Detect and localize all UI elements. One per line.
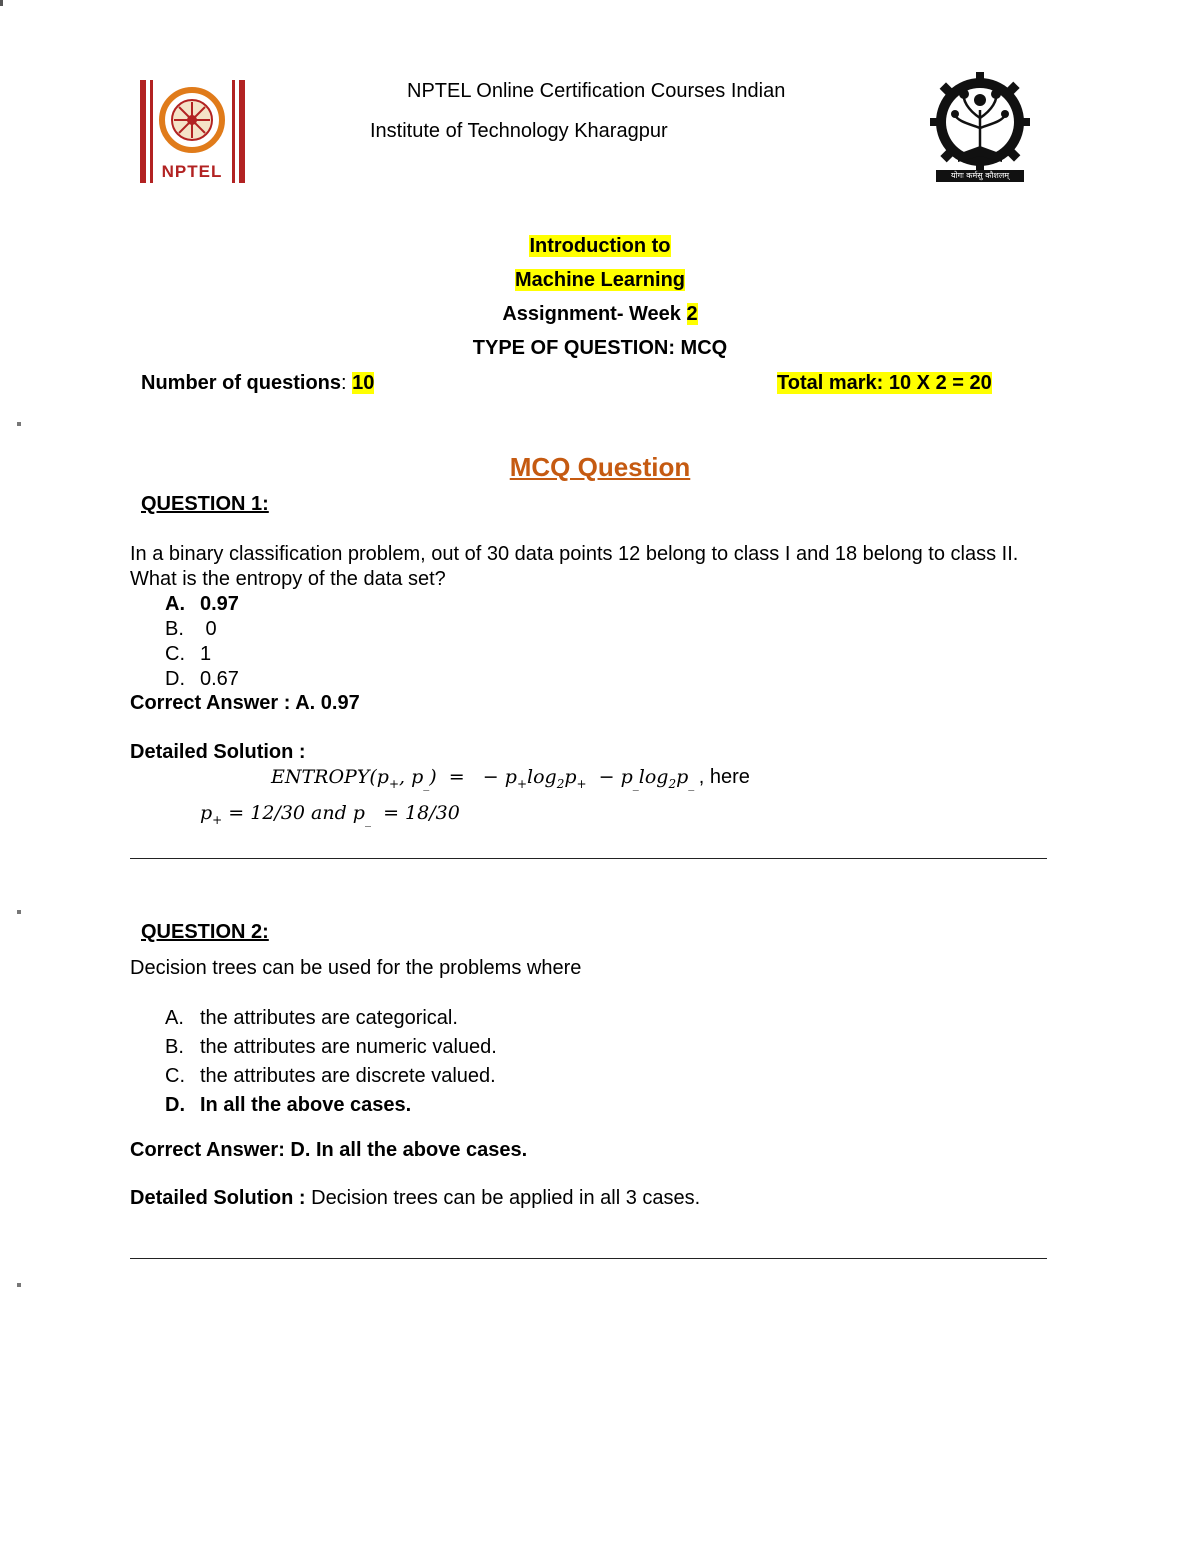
q1-option-a xyxy=(165,592,239,617)
formula-lhs: ENTROPY xyxy=(271,766,370,788)
option-label: C. xyxy=(165,643,185,665)
option-label: B. xyxy=(165,1036,184,1058)
q1-option-d xyxy=(165,667,239,692)
divider-1 xyxy=(130,858,1047,859)
option-text: 1 xyxy=(200,643,212,665)
q2-option-d xyxy=(165,1091,497,1120)
num-questions-value: 10 xyxy=(352,372,375,394)
q2-option-b xyxy=(165,1033,497,1062)
q1-entropy-formula xyxy=(271,766,750,791)
q2-solution-label: Detailed Solution : xyxy=(130,1187,306,1209)
q2-text: Decision trees can be used for the problems where xyxy=(130,957,582,979)
title-introduction: Introduction to xyxy=(529,235,671,257)
option-label: D. xyxy=(165,1094,185,1116)
margin-dot xyxy=(17,1283,21,1287)
section-title xyxy=(0,452,1200,483)
prob-p-plus: $p_+$ xyxy=(200,802,223,827)
week-number: 2 xyxy=(686,303,698,325)
formula-here: , here xyxy=(698,766,750,788)
option-label: B. xyxy=(165,618,184,640)
assignment-label: Assignment- Week xyxy=(502,303,681,325)
margin-dot xyxy=(17,422,21,426)
q1-correct-answer: Correct Answer : A. 0.97 xyxy=(130,692,360,714)
title-course-name: Machine Learning xyxy=(514,269,686,291)
option-text: the attributes are discrete valued. xyxy=(200,1065,496,1087)
assignment-week xyxy=(0,303,1200,326)
q2-solution xyxy=(130,1187,700,1210)
section-title-text: MCQ Question xyxy=(509,452,691,482)
prob-values-2: = 18/30 xyxy=(383,802,460,824)
prob-values: = 12/30 and p xyxy=(228,802,365,824)
question-type: TYPE OF QUESTION: MCQ xyxy=(472,337,728,359)
option-text: the attributes are numeric valued. xyxy=(200,1036,497,1058)
header-line-2: Institute of Technology Kharagpur xyxy=(370,120,668,142)
divider-2 xyxy=(130,1258,1047,1259)
q2-option-c xyxy=(165,1062,497,1091)
q1-option-b xyxy=(165,617,239,642)
nptel-logo-text: NPTEL xyxy=(161,162,223,181)
margin-dot xyxy=(17,910,21,914)
q1-heading: QUESTION 1: xyxy=(141,493,269,515)
formula-args: ($p_+$, $p_{\_}$) = − $p_+\log_2p_+ - p_{\_}\log_2p_{\_}$ xyxy=(369,766,695,791)
option-label: A. xyxy=(165,593,185,615)
q2-correct-answer: Correct Answer: D. In all the above cases. xyxy=(130,1139,528,1161)
q2-options xyxy=(165,1004,497,1120)
q2-solution-text: Decision trees can be applied in all 3 cases. xyxy=(305,1187,701,1209)
title-line-2 xyxy=(0,269,1200,292)
iit-kharagpur-emblem xyxy=(928,70,1032,184)
number-of-questions xyxy=(141,372,374,395)
option-text: In all the above cases. xyxy=(200,1094,412,1116)
total-mark-value: Total mark: 10 X 2 = 20 xyxy=(777,372,992,394)
header-line-1: NPTEL Online Certification Courses Indian xyxy=(407,80,786,102)
option-label: A. xyxy=(165,1007,184,1029)
option-text: 0.97 xyxy=(200,593,239,615)
q1-text: In a binary classification problem, out of 30 data points 12 belong to class I and 18 belong to class II. What is the entropy of the data set? xyxy=(130,543,1019,590)
q1-options xyxy=(165,592,239,692)
q1-probabilities xyxy=(200,802,460,827)
total-mark xyxy=(777,372,992,395)
option-text: 0.67 xyxy=(200,668,239,690)
q2-heading: QUESTION 2: xyxy=(141,921,269,943)
title-line-1 xyxy=(0,235,1200,258)
option-text: the attributes are categorical. xyxy=(200,1007,458,1029)
nptel-logo xyxy=(140,80,245,183)
iit-kharagpur-emblem-icon xyxy=(928,70,1032,184)
num-questions-label: Number of questions xyxy=(141,372,342,394)
q1-solution-label: Detailed Solution : xyxy=(130,741,306,763)
prob-minus-sub: _ xyxy=(364,812,371,827)
q2-option-a xyxy=(165,1004,497,1033)
option-label: D. xyxy=(165,668,185,690)
emblem-motto: योगः कर्मसु कौशलम् xyxy=(950,171,1010,180)
page-corner-mark xyxy=(0,0,3,6)
option-text: 0 xyxy=(200,618,217,640)
q1-option-c xyxy=(165,642,239,667)
option-label: C. xyxy=(165,1065,185,1087)
num-questions-sep: : xyxy=(341,372,347,394)
